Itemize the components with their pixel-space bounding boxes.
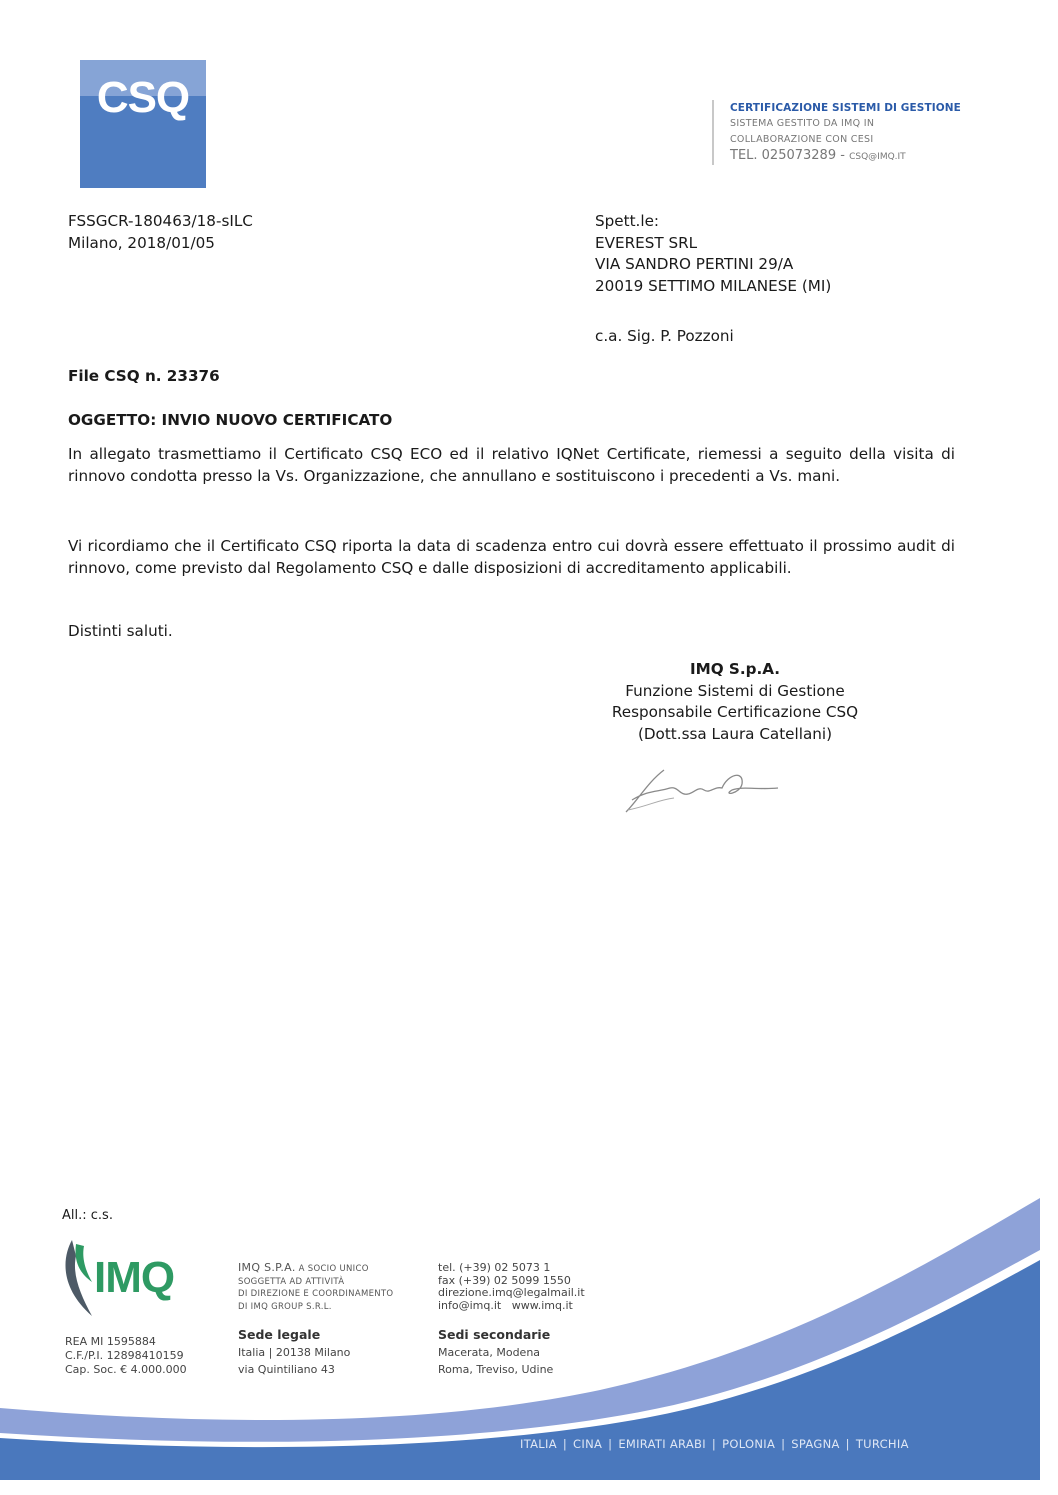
separator: | [562, 1437, 568, 1451]
country: ITALIA [520, 1437, 557, 1451]
country: POLONIA [722, 1437, 776, 1451]
company-sole-shareholder: A SOCIO UNICO [298, 1264, 369, 1274]
company-line2: SOGGETTA AD ATTIVITÀ [238, 1276, 345, 1287]
sede-legale-line1: Italia | 20138 Milano [238, 1346, 351, 1359]
recipient-city: 20019 SETTIMO MILANESE (MI) [595, 276, 832, 295]
reference-block [68, 211, 253, 254]
handwritten-signature [618, 760, 788, 820]
country: EMIRATI ARABI [618, 1437, 706, 1451]
signature-department: Funzione Sistemi di Gestione [625, 681, 845, 700]
footer-company-info [238, 1262, 393, 1313]
registry-rea: REA MI 1595884 [65, 1335, 156, 1348]
header-info-title: CERTIFICAZIONE SISTEMI DI GESTIONE [730, 102, 961, 114]
sedi-secondarie-line2: Roma, Treviso, Udine [438, 1363, 554, 1376]
contact-fax: fax (+39) 02 5099 1550 [438, 1273, 571, 1287]
country: SPAGNA [791, 1437, 840, 1451]
separator: | [608, 1437, 613, 1451]
countries-list [520, 1437, 909, 1451]
registry-cf: C.F./P.I. 12898410159 [65, 1349, 184, 1362]
recipient-street: VIA SANDRO PERTINI 29/A [595, 255, 794, 273]
signature-block [590, 659, 880, 745]
imq-logo [62, 1238, 207, 1318]
subject-line: OGGETTO: INVIO NUOVO CERTIFICATO [68, 411, 393, 429]
header-info-line2: COLLABORAZIONE CON CESI [730, 134, 874, 145]
csq-logo-text: CSQ [96, 73, 190, 122]
file-number: File CSQ n. 23376 [68, 367, 220, 385]
contact-web-link[interactable]: info@imq.it www.imq.it [438, 1298, 573, 1312]
paragraph-2: Vi ricordiamo che il Certificato CSQ riporta la data di scadenza entro cui dovrà essere effettuato il prossimo audit di rinnovo, come previsto dal Regolamento CSQ e dalle disposizioni di accreditamento applicabili. [68, 537, 955, 577]
closing: Distinti saluti. [68, 622, 173, 640]
separator: | [781, 1437, 786, 1451]
csq-logo [80, 60, 206, 188]
signature-name: (Dott.ssa Laura Catellani) [637, 724, 833, 743]
header-info [712, 100, 961, 165]
signature-company: IMQ S.p.A. [689, 660, 781, 678]
header-info-line1: SISTEMA GESTITO DA IMQ IN [730, 118, 875, 129]
header-info-email: CSQ@IMQ.IT [849, 152, 906, 162]
reference-code: FSSGCR-180463/18-sILC [68, 212, 253, 230]
attachments-note: All.: c.s. [62, 1208, 113, 1223]
country: TURCHIA [855, 1437, 909, 1451]
contact-tel: tel. (+39) 02 5073 1 [438, 1261, 551, 1274]
separator: | [845, 1437, 850, 1451]
recipient-address [595, 211, 831, 297]
sede-legale-line2: via Quintiliano 43 [238, 1363, 335, 1376]
registry-capital: Cap. Soc. € 4.000.000 [65, 1363, 187, 1376]
footer-sede-legale [238, 1326, 350, 1378]
contact-web[interactable] [438, 1300, 585, 1313]
paragraph-1: In allegato trasmettiamo il Certificato CSQ ECO ed il relativo IQNet Certificate, riemessi a seguito della visita di rinnovo condotta presso la Vs. Organizzazione, che annullano e sostituiscono i precedenti a Vs. mani. [68, 445, 955, 485]
recipient-company: EVEREST SRL [595, 233, 698, 252]
recipient-salutation: Spett.le: [595, 212, 660, 230]
footer-sedi-secondarie [438, 1326, 553, 1378]
company-line4: DI IMQ GROUP S.R.L. [238, 1301, 332, 1312]
recipient-attention: c.a. Sig. P. Pozzoni [595, 327, 734, 345]
contact-pec-link[interactable]: direzione.imq@legalmail.it [438, 1286, 585, 1299]
footer-registry [65, 1335, 187, 1377]
company-name: IMQ S.P.A. [238, 1261, 296, 1274]
header-info-phone: TEL. 025073289 - [730, 148, 845, 163]
sede-legale-title: Sede legale [238, 1327, 321, 1342]
company-line3: DI DIREZIONE E COORDINAMENTO [238, 1289, 394, 1299]
imq-logo-text: IMQ [94, 1253, 175, 1302]
sedi-secondarie-title: Sedi secondarie [438, 1327, 551, 1342]
country: CINA [573, 1437, 603, 1451]
signature-role: Responsabile Certificazione CSQ [611, 703, 859, 721]
place-date: Milano, 2018/01/05 [68, 233, 215, 252]
footer-contacts [438, 1262, 585, 1312]
separator: | [711, 1437, 717, 1451]
header-info-contact [730, 148, 961, 165]
sedi-secondarie-line1: Macerata, Modena [438, 1346, 541, 1359]
